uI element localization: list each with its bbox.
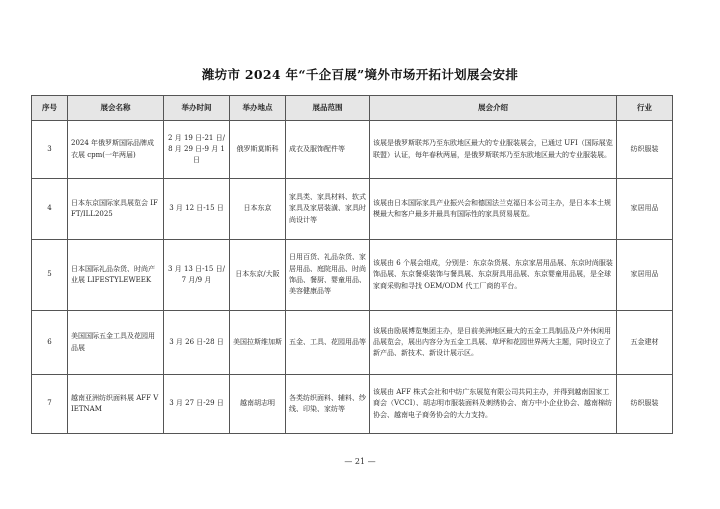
cell-scope: 成衣及服饰配件等 bbox=[286, 121, 370, 179]
cell-industry: 纺织服装 bbox=[617, 121, 673, 179]
cell-time: 3 月 27 日-29 日 bbox=[164, 375, 230, 434]
cell-scope: 各类纺织面料、辅料、纱线、印染、家纺等 bbox=[286, 375, 370, 434]
table-row bbox=[32, 375, 673, 434]
cell-place: 日本东京/大阪 bbox=[230, 240, 286, 311]
cell-industry: 家居用品 bbox=[617, 240, 673, 311]
cell-industry: 纺织服装 bbox=[617, 375, 673, 434]
cell-name: 2024 年俄罗斯国际品牌成衣展 cpm(一年两届) bbox=[68, 121, 164, 179]
cell-time: 3 月 13 日-15 日/7 月/9 月 bbox=[164, 240, 230, 311]
table-row bbox=[32, 240, 673, 311]
header-intro: 展会介绍 bbox=[370, 96, 617, 121]
cell-intro: 该展由励展博览集团主办，是目前美洲地区最大的五金工具制品及户外休闲用品展览会，展出内容分为五金工具展、草坪和花园世界两大主题，同时设立了新产品、新技术、新设计展示区。 bbox=[370, 311, 617, 375]
header-industry: 行业 bbox=[617, 96, 673, 121]
document-title: 潍坊市 2024 年“千企百展”境外市场开拓计划展会安排 bbox=[201, 67, 519, 82]
cell-scope: 五金、工具、花园用品等 bbox=[286, 311, 370, 375]
cell-time: 2 月 19 日-21 日/8 月 29 日-9 月 1 日 bbox=[164, 121, 230, 179]
cell-industry: 家居用品 bbox=[617, 179, 673, 240]
cell-seq: 4 bbox=[32, 179, 68, 240]
cell-seq: 5 bbox=[32, 240, 68, 311]
table-row bbox=[32, 121, 673, 179]
cell-time: 3 月 12 日-15 日 bbox=[164, 179, 230, 240]
exhibition-table bbox=[31, 95, 673, 434]
table-row bbox=[32, 179, 673, 240]
cell-name: 美国国际五金工具及花园用品展 bbox=[68, 311, 164, 375]
cell-intro: 该展由 AFF 株式会社和中纺广东展览有限公司共同主办，并得到越南国家工商会（VCCI）、胡志明市服装面料及刺绣协会、南方中小企业协会、越南棉纺协会、越南电子商务协会的大力支持。 bbox=[370, 375, 617, 434]
table-header-row bbox=[32, 96, 673, 121]
cell-place: 俄罗斯莫斯科 bbox=[230, 121, 286, 179]
header-seq: 序号 bbox=[32, 96, 68, 121]
cell-scope: 日用百货、礼品杂货、家居用品、庭院用品、时尚饰品、餐厨、婴童用品、美容健康品等 bbox=[286, 240, 370, 311]
header-scope: 展品范围 bbox=[286, 96, 370, 121]
cell-time: 3 月 26 日-28 日 bbox=[164, 311, 230, 375]
cell-place: 日本东京 bbox=[230, 179, 286, 240]
table-row bbox=[32, 311, 673, 375]
cell-name: 日本国际礼品杂货、时尚产业展 LIFESTYLEWEEK bbox=[68, 240, 164, 311]
cell-industry: 五金建材 bbox=[617, 311, 673, 375]
header-name: 展会名称 bbox=[68, 96, 164, 121]
cell-place: 越南胡志明 bbox=[230, 375, 286, 434]
cell-seq: 6 bbox=[32, 311, 68, 375]
page-number: — 21 — bbox=[344, 457, 376, 466]
cell-intro: 该展是俄罗斯联邦乃至东欧地区最大的专业服装展会，已通过 UFI（国际展览联盟）认证，每年春秋两届，是俄罗斯联邦乃至东欧地区最大的专业服装展。 bbox=[370, 121, 617, 179]
header-place: 举办地点 bbox=[230, 96, 286, 121]
cell-scope: 家具类、家具材料、软式家具及家居装潢、家具时尚设计等 bbox=[286, 179, 370, 240]
cell-seq: 3 bbox=[32, 121, 68, 179]
cell-intro: 该展由 6 个展会组成，分别是：东京杂货展、东京家居用品展、东京时尚服装饰品展、东京餐桌装饰与餐具展、东京厨具用品展、东京婴童用品展，是全球家商采购和寻找 OEM/ODM 代工厂商的平台。 bbox=[370, 240, 617, 311]
cell-name: 越南亚洲纺织面料展 AFF VIETNAM bbox=[68, 375, 164, 434]
header-time: 举办时间 bbox=[164, 96, 230, 121]
cell-intro: 该展由日本国际家具产业振兴会和德国法兰克福日本公司主办，是日本本土规模最大和客户最多并最具有国际性的家具贸易展览。 bbox=[370, 179, 617, 240]
cell-place: 美国拉斯维加斯 bbox=[230, 311, 286, 375]
cell-name: 日本东京国际家具展览会 IFFT/ILL2025 bbox=[68, 179, 164, 240]
cell-seq: 7 bbox=[32, 375, 68, 434]
